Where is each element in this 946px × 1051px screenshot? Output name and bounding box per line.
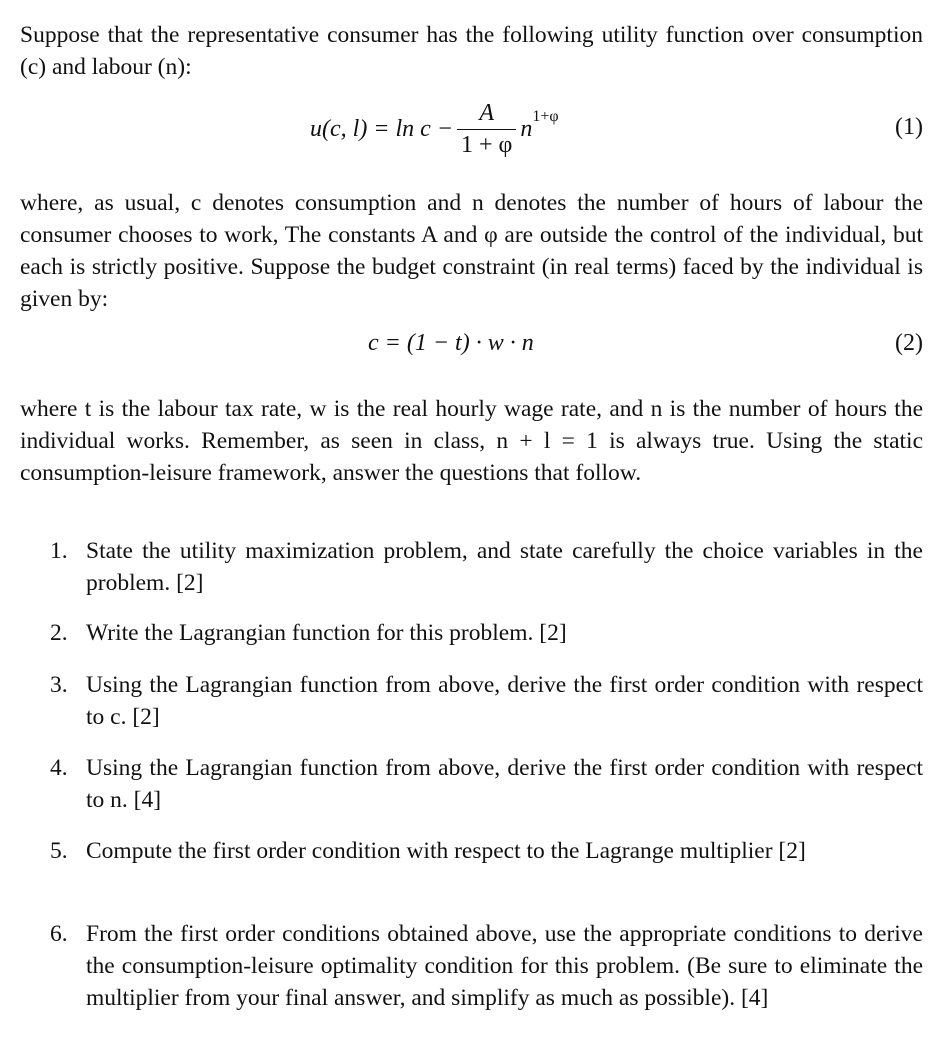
equation-utility bbox=[20, 98, 923, 162]
equation-utility-lhs: u(c, l) = ln c − bbox=[310, 116, 454, 142]
intro-paragraph: Suppose that the representative consumer has the following utility function over consumption (c) and labour (n): bbox=[20, 21, 923, 80]
list-item bbox=[50, 835, 923, 867]
equation-utility-term: n bbox=[520, 116, 533, 142]
question-text: From the first order conditions obtained above, use the appropriate conditions to derive the consumption-leisure optimality condition for this problem. (Be sure to eliminate the multiplier from your final answer, and simplify as much as possible). [4] bbox=[86, 921, 923, 1011]
question-text: Using the Lagrangian function from above, derive the first order condition with respect to n. [4] bbox=[86, 755, 923, 813]
question-text: State the utility maximization problem, and state carefully the choice variables in the problem. [2] bbox=[86, 538, 923, 596]
list-item bbox=[50, 535, 923, 599]
question-number: 4. bbox=[50, 755, 68, 781]
equation-utility-body bbox=[310, 100, 559, 159]
question-number: 3. bbox=[50, 672, 68, 698]
equation-budget bbox=[20, 330, 923, 362]
framework-paragraph: where t is the labour tax rate, w is the real hourly wage rate, and n is the number of hours the individual works. Remember, as seen in class, n + l = 1 is always true. Using the static consumption-leisure framework, answer the questions that follow. bbox=[20, 395, 923, 486]
question-number: 1. bbox=[50, 538, 68, 564]
list-item bbox=[50, 752, 923, 816]
equation-utility-fraction bbox=[457, 100, 516, 159]
fraction-denominator: 1 + φ bbox=[457, 129, 516, 159]
question-number: 6. bbox=[50, 921, 68, 947]
fraction-numerator: A bbox=[479, 100, 495, 126]
question-text: Using the Lagrangian function from above, derive the first order condition with respect to c. [2] bbox=[86, 672, 923, 730]
list-item bbox=[50, 918, 923, 1014]
equation-number-2: (2) bbox=[895, 330, 923, 356]
definitions-paragraph: where, as usual, c denotes consumption and n denotes the number of hours of labour the consumer chooses to work, The constants A and φ are outside the control of the individual, but each is strictly positive. Suppose the budget constraint (in real terms) faced by the individual is given by: bbox=[20, 189, 923, 312]
list-item bbox=[50, 617, 923, 649]
list-item bbox=[50, 669, 923, 733]
equation-utility-exponent: 1+φ bbox=[532, 108, 559, 126]
question-number: 2. bbox=[50, 620, 68, 646]
equation-number-1: (1) bbox=[895, 114, 923, 140]
question-number: 5. bbox=[50, 838, 68, 864]
equation-budget-body: c = (1 − t) · w · n bbox=[368, 330, 534, 356]
question-text: Write the Lagrangian function for this problem. [2] bbox=[86, 620, 567, 646]
question-text: Compute the first order condition with respect to the Lagrange multiplier [2] bbox=[86, 838, 806, 864]
